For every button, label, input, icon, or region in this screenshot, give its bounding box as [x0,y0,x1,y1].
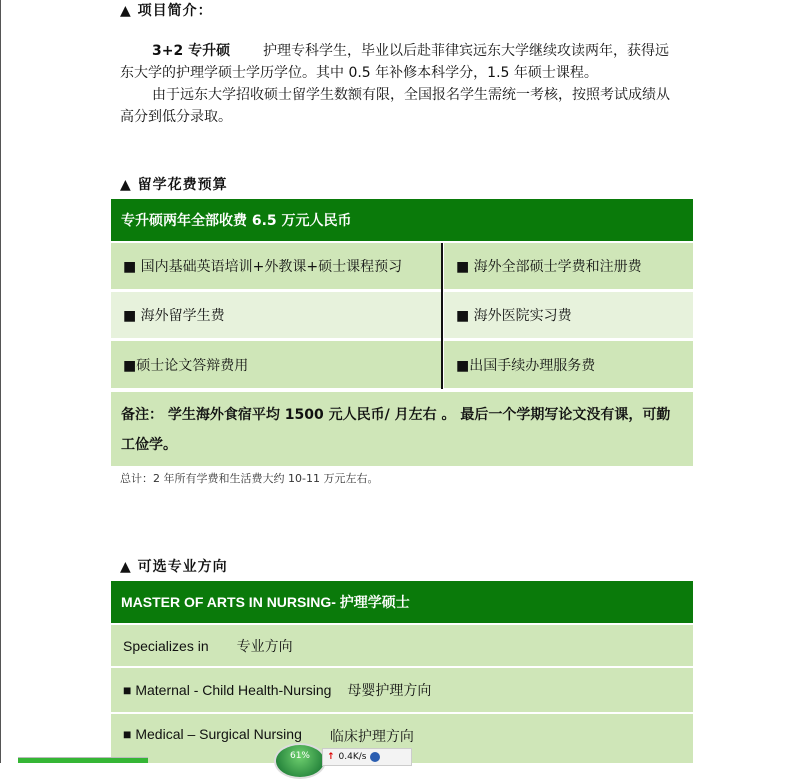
intro-paragraph-1 [120,40,680,84]
budget-note: 备注： 学生海外食宿平均 1500 元人民币/ 月左右 。 最后一个学期写论文没有课，可勤工俭学。 [111,392,693,466]
budget-item-thesis-fee: ■硕士论文答辩费用 [111,341,442,388]
budget-heading: ▲ 留学花费预算 [120,177,228,193]
major-maternal-cn: 母婴护理方向 [347,683,432,699]
intro-heading: ▲ 项目简介： [120,3,213,19]
majors-header: MASTER OF ARTS IN NURSING- 护理学硕士 [111,581,693,623]
budget-item-service-fee: ■出国手续办理服务费 [444,341,693,388]
major-surgical-cn: 临床护理方向 [329,729,414,745]
specializes-cn: 专业方向 [236,638,293,655]
page-left-border [0,0,1,763]
intro-paragraph-2: 由于远东大学招收硕士留学生数额有限，全国报名学生需统一考核，按照考试成绩从高分到低分录取。 [120,87,670,125]
budget-item-tuition: ■ 海外全部硕士学费和注册费 [444,243,693,289]
speed-indicator-icon [370,752,380,762]
major-row-maternal [111,668,693,712]
intro-text-1: 护理专科学生，毕业以后赴菲律宾远东大学继续攻读两年，获得远东大学的护理学硕士学历学位。其中 0.5 年补修本科学分，1.5 年硕士课程。 [120,43,669,81]
program-name: 3+2 专升硕 [152,43,231,59]
budget-item-student-fee: ■ 海外留学生费 [111,292,442,338]
speed-percent: 61% [289,751,310,761]
budget-item-domestic-training: ■ 国内基础英语培训+外教课+硕士课程预习 [111,243,442,289]
network-speed-panel[interactable] [322,748,412,766]
budget-total: 总计：2 年所有学费和生活费大约 10-11 万元左右。 [120,472,379,485]
major-maternal-en: ■ Maternal - Child Health-Nursing [123,682,332,698]
speed-value: 0.4K/s [338,752,367,762]
budget-divider [441,243,443,389]
upload-arrow-icon: ↑ [327,752,335,762]
network-speed-ball[interactable] [274,743,326,779]
major-surgical-en: ■ Medical – Surgical Nursing [123,726,302,742]
budget-header: 专升硕两年全部收费 6.5 万元人民币 [111,199,693,241]
status-bar-progress [18,757,148,763]
specializes-en: Specializes in [123,637,209,654]
majors-heading: ▲ 可选专业方向 [120,559,228,575]
specializes-row [111,625,693,666]
budget-item-internship-fee: ■ 海外医院实习费 [444,292,693,338]
